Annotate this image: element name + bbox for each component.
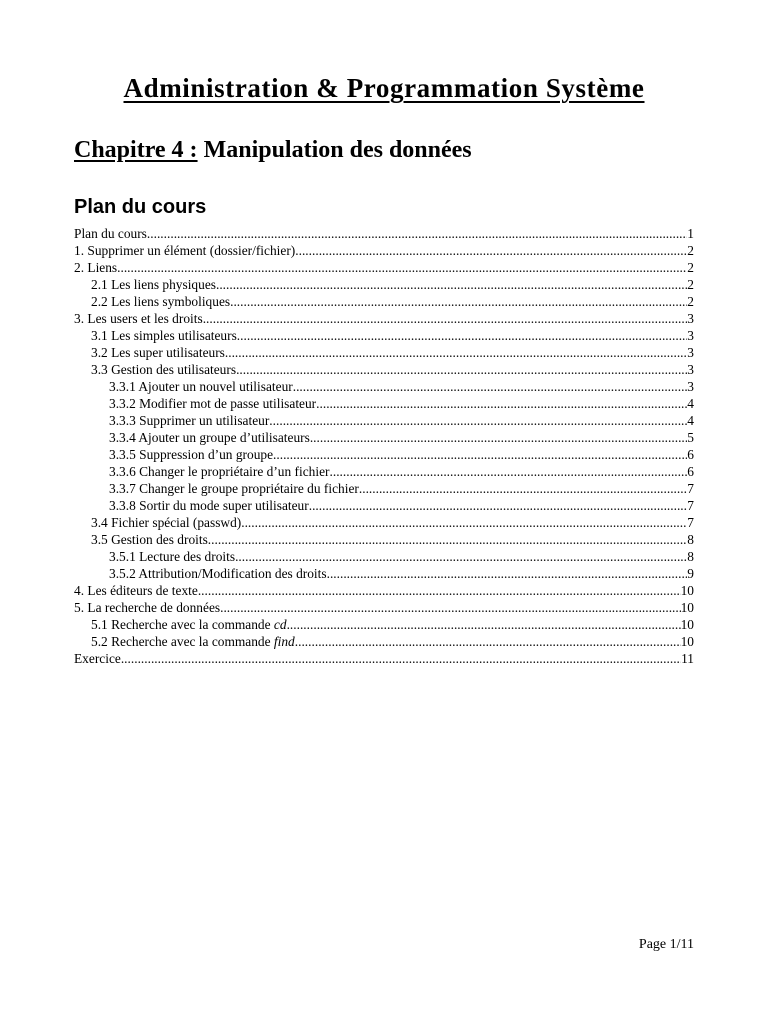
toc-entry-title-text: 3.2 Les super utilisateurs xyxy=(91,345,225,360)
toc-dot-leader xyxy=(237,327,688,344)
toc-entry-title-text: Exercice xyxy=(74,651,121,666)
table-of-contents xyxy=(74,225,694,667)
toc-entry-title-text: 3.3 Gestion des utilisateurs xyxy=(91,362,237,377)
toc-entry-page: 4 xyxy=(687,413,694,428)
toc-entry-command: cd xyxy=(273,617,287,632)
toc-entry-title xyxy=(74,650,121,667)
page-number-footer: Page 1/11 xyxy=(638,937,694,952)
toc-entry-title xyxy=(74,242,295,259)
toc-entry[interactable] xyxy=(74,361,694,378)
toc-entry-title xyxy=(109,412,269,429)
toc-entry-page: 7 xyxy=(687,481,694,496)
toc-entry-title xyxy=(109,395,316,412)
toc-entry-page: 8 xyxy=(687,549,694,564)
document-title-text: Administration & Programmation Système xyxy=(123,73,645,103)
toc-entry-title xyxy=(91,514,241,531)
toc-entry-title xyxy=(109,378,293,395)
toc-dot-leader xyxy=(287,616,681,633)
toc-entry[interactable] xyxy=(74,565,694,582)
toc-entry-title xyxy=(109,548,235,565)
toc-entry[interactable] xyxy=(74,259,694,276)
toc-entry-title xyxy=(91,293,230,310)
toc-dot-leader xyxy=(220,599,681,616)
toc-dot-leader xyxy=(117,259,687,276)
toc-entry-page: 10 xyxy=(680,583,694,598)
toc-entry-title xyxy=(74,225,147,242)
toc-entry[interactable] xyxy=(74,548,694,565)
toc-entry-title-text: 1. Supprimer un élément (dossier/fichier) xyxy=(74,243,296,258)
toc-entry[interactable] xyxy=(74,616,694,633)
toc-entry-title-text: 3.3.5 Suppression d’un groupe xyxy=(109,447,274,462)
toc-entry-page: 2 xyxy=(687,260,694,275)
toc-entry-page: 3 xyxy=(687,362,694,377)
toc-entry[interactable] xyxy=(74,293,694,310)
toc-entry-page: 5 xyxy=(687,430,694,445)
toc-entry-page: 7 xyxy=(687,498,694,513)
toc-entry-page: 9 xyxy=(687,566,694,581)
toc-entry-title-text: 3.3.8 Sortir du mode super utilisateur xyxy=(109,498,309,513)
toc-entry-page: 3 xyxy=(687,379,694,394)
toc-entry-title-text: 3.3.3 Supprimer un utilisateur xyxy=(109,413,270,428)
toc-entry-title xyxy=(91,276,216,293)
toc-entry-title-text: 2.1 Les liens physiques xyxy=(91,277,216,292)
toc-entry-title-text: 5.2 Recherche avec la commande xyxy=(91,634,274,649)
toc-dot-leader xyxy=(198,582,681,599)
toc-entry-title-text: 3.3.4 Ajouter un groupe d’utilisateurs xyxy=(109,430,310,445)
toc-entry-title-text: 3.5 Gestion des droits xyxy=(91,532,208,547)
toc-entry[interactable] xyxy=(74,497,694,514)
toc-entry[interactable] xyxy=(74,310,694,327)
toc-entry-title-text: 3.3.1 Ajouter un nouvel utilisateur xyxy=(109,379,293,394)
toc-entry-title xyxy=(74,582,198,599)
toc-entry-title-text: 3.5.2 Attribution/Modification des droits xyxy=(109,566,327,581)
toc-entry-page: 6 xyxy=(687,447,694,462)
toc-entry-title-text: 3.3.2 Modifier mot de passe utilisateur xyxy=(109,396,317,411)
toc-entry[interactable] xyxy=(74,446,694,463)
toc-entry-page: 8 xyxy=(687,532,694,547)
toc-entry[interactable] xyxy=(74,327,694,344)
toc-entry-title xyxy=(109,446,273,463)
toc-dot-leader xyxy=(269,412,687,429)
toc-entry[interactable] xyxy=(74,395,694,412)
toc-entry-page: 3 xyxy=(687,328,694,343)
toc-entry-title-text: 3.3.7 Changer le groupe propriétaire du fichier xyxy=(109,481,359,496)
toc-entry-title xyxy=(109,463,330,480)
toc-entry-title-text: 4. Les éditeurs de texte xyxy=(74,583,198,598)
toc-dot-leader xyxy=(121,650,681,667)
toc-entry-page: 3 xyxy=(687,345,694,360)
toc-entry-title xyxy=(91,616,287,633)
toc-entry-title xyxy=(109,480,359,497)
toc-entry[interactable] xyxy=(74,582,694,599)
toc-entry-title-text: 5. La recherche de données xyxy=(74,600,221,615)
toc-entry-page: 1 xyxy=(687,226,694,241)
chapter-title: Manipulation des données xyxy=(203,137,472,163)
toc-entry[interactable] xyxy=(74,378,694,395)
toc-entry-title xyxy=(91,531,208,548)
toc-entry-page: 4 xyxy=(687,396,694,411)
toc-entry[interactable] xyxy=(74,225,694,242)
chapter-label: Chapitre 4 : xyxy=(74,137,198,163)
toc-dot-leader xyxy=(330,463,688,480)
toc-entry-title-text: 2.2 Les liens symboliques xyxy=(91,294,231,309)
document-title xyxy=(0,69,768,107)
section-heading-plan: Plan du cours xyxy=(74,196,207,218)
toc-entry-title xyxy=(74,599,220,616)
toc-dot-leader xyxy=(236,361,687,378)
toc-entry[interactable] xyxy=(74,599,694,616)
toc-entry-title xyxy=(91,327,237,344)
toc-entry[interactable] xyxy=(74,463,694,480)
toc-entry[interactable] xyxy=(74,633,694,650)
toc-entry-title xyxy=(109,565,327,582)
toc-entry-command: find xyxy=(273,634,295,649)
toc-dot-leader xyxy=(359,480,687,497)
toc-entry[interactable] xyxy=(74,531,694,548)
toc-entry-title-text: 3.3.6 Changer le propriétaire d’un fichier xyxy=(109,464,330,479)
toc-entry-page: 10 xyxy=(680,634,694,649)
toc-entry-title-text: Plan du cours xyxy=(74,226,147,241)
toc-entry-title xyxy=(74,310,203,327)
toc-entry[interactable] xyxy=(74,276,694,293)
toc-entry-title xyxy=(91,361,236,378)
toc-dot-leader xyxy=(235,548,687,565)
toc-dot-leader xyxy=(273,446,687,463)
toc-dot-leader xyxy=(216,276,687,293)
toc-dot-leader xyxy=(203,310,688,327)
toc-dot-leader xyxy=(241,514,687,531)
toc-entry-page: 10 xyxy=(680,600,694,615)
toc-entry-title-text: 5.1 Recherche avec la commande xyxy=(91,617,274,632)
toc-entry-title xyxy=(109,497,309,514)
toc-entry[interactable] xyxy=(74,344,694,361)
toc-entry-page: 2 xyxy=(687,277,694,292)
toc-entry-page: 10 xyxy=(680,617,694,632)
toc-dot-leader xyxy=(327,565,688,582)
toc-dot-leader xyxy=(310,429,687,446)
toc-dot-leader xyxy=(230,293,687,310)
toc-entry[interactable] xyxy=(74,514,694,531)
toc-entry[interactable] xyxy=(74,429,694,446)
toc-entry-page: 2 xyxy=(687,243,694,258)
toc-entry-title xyxy=(91,633,295,650)
toc-dot-leader xyxy=(225,344,687,361)
toc-entry[interactable] xyxy=(74,412,694,429)
toc-dot-leader xyxy=(295,633,681,650)
toc-entry-page: 11 xyxy=(681,651,694,666)
toc-entry-page: 7 xyxy=(687,515,694,530)
toc-entry-title xyxy=(74,259,117,276)
toc-entry-title-text: 3.5.1 Lecture des droits xyxy=(109,549,236,564)
toc-dot-leader xyxy=(295,242,687,259)
toc-dot-leader xyxy=(208,531,688,548)
toc-entry[interactable] xyxy=(74,242,694,259)
toc-entry-title-text: 3.4 Fichier spécial (passwd) xyxy=(91,515,242,530)
toc-entry-title xyxy=(91,344,225,361)
toc-entry-title xyxy=(109,429,310,446)
chapter-heading xyxy=(74,133,472,167)
toc-dot-leader xyxy=(147,225,687,242)
toc-dot-leader xyxy=(309,497,688,514)
toc-entry-title-text: 3. Les users et les droits xyxy=(74,311,203,326)
toc-dot-leader xyxy=(293,378,688,395)
toc-entry[interactable] xyxy=(74,650,694,667)
toc-entry-title-text: 2. Liens xyxy=(74,260,118,275)
toc-entry[interactable] xyxy=(74,480,694,497)
toc-entry-page: 6 xyxy=(687,464,694,479)
toc-dot-leader xyxy=(316,395,687,412)
toc-entry-page: 3 xyxy=(687,311,694,326)
toc-entry-title-text: 3.1 Les simples utilisateurs xyxy=(91,328,237,343)
toc-entry-page: 2 xyxy=(687,294,694,309)
